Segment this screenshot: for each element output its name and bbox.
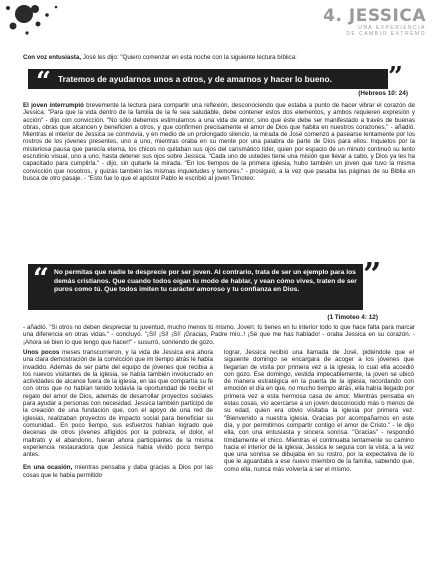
chapter-subtitle-line1: UNA EXPERIENCIA [358, 25, 426, 31]
quote2-reference: (1 Timoteo 4: 12) [327, 314, 378, 321]
left-column-text-2: mientras pensaba y daba gracias a Dios por las cosas que le había permitido [23, 464, 213, 479]
ink-splatter-decoration [0, 0, 70, 52]
open-quote-icon: “ [33, 262, 50, 295]
left-column-lead-2: En una ocasión, [23, 464, 73, 472]
chapter-title: 4. JESSICA [323, 6, 426, 26]
paragraph1-lead: El joven interrumpió [23, 102, 84, 109]
paragraph2-text: - añadió. "Si otros no deben despreciar tu juventud, mucho menos tú mismo. Joven: tú tienes en tu interior todo lo que hace falta para marcar una diferencia en otras vidas." - concluyó. "¡Sí! ¡Sí! ¡Sí! ¡Gracias, Padre mío..! ¡Sé que me has hablado! - oraba Jessica en su corazón. - ¡Ahora sé bien lo que tengo que hacer!" - susurró, sonriendo de gozo. [23, 324, 415, 346]
right-column-text: lograr, Jessica recibió una llamada de José, pidiéndole que el siguiente domingo se encargara de acoger a los jóvenes que llegarían de visita por primera vez a la iglesia, lo cual ella accedió con gozo. Ese domingo, vestida impecablemente, la joven se ubicó de manera estratégica en la puerta de la iglesia, recordando con emoción el día en que, no mucho tiempo atrás, ella había llegado por primera vez a esta hermosa casa de amor. Mientras pensaba en estas cosas, vio acercarse a un joven desconocido más o menos de su edad, quien era obvio visitaba la iglesia por primera vez. "Bienvenido a nuestra iglesia. Gracias por acompañarnos en este día, y por permitirnos compartir contigo el amor de Cristo." - le dijo ella, con una entusiasta y sincera sonrisa. "Gracias" - respondió tímidamente el chico. Mientras el continuaba lentamente su camino hacia el interior de la iglesia, Jessica le seguía con la vista, a la vez que una sonrisa se dibujaba en su rostro, por la expectativa de lo que le aguardaba a ese nuevo miembro de la familia, sabiendo que, como ella, nunca más volvería a ser el mismo. [224, 349, 414, 473]
quote1-text: Tratemos de ayudarnos unos a otros, y de amarnos y hacer lo bueno. [58, 74, 332, 84]
close-quote-icon: ” [388, 62, 403, 92]
left-column-lead: Unos pocos [23, 349, 60, 356]
chapter-header [323, 8, 426, 37]
close-quote-icon: ” [363, 255, 382, 293]
quote-box-2 [28, 264, 363, 310]
paragraph-2 [23, 324, 415, 346]
quote2-text: No permitas que nadie te desprecie por ser joven. Al contrario, trata de ser un ejemplo para los demás cristianos. Que cuando todos oigan tu modo de hablar, y vean cómo vives, traten de ser puros como tú. Que todos imiten tu carácter amoroso y tu confianza en Dios. [54, 269, 357, 294]
left-column-text: meses transcurrieron, y la vida de Jessica era ahora una clara demostración de la convicción que im tiempo atrás le había invadido. Además de ser parte del equipo de jóvenes que recibía a los nuevos visitantes de la iglesia, se había también involucrado en actividades de alcance fuera de la iglesia, en las que compartía su fe con otros que no habían tenido todavía la oportunidad de recibir el regalo del amor de Dios, además de desarrollar proyectos sociales para ayudar a personas con necesidad. Jessica también participó de la creación de una fundación que, con el apoyo de una red de iglesias, realizaban proyectos de impacto social para beneficiar su comunidad.. En poco tiempo, sus esfuerzos habían logrado que decenas de otros jóvenes afligidos por la pobreza, el dolor, el maltrato y el abandono, fueran ahora participantes de la misma experiencia restauradora que Jessica había vivido poco tiempo antes. [23, 349, 213, 459]
open-quote-icon: “ [36, 67, 51, 97]
intro-lead: Con voz entusiasta, [23, 54, 82, 61]
right-column [224, 349, 414, 473]
paragraph1-text: brevemente la lectura para compartir una reflexión, desconociendo que estaba a punto de hacer vibrar el corazón de Jessica. "Para que la vida dentro de la familia de la fe sea saludable, debe contener estos dos elementos, y ambos requieren expresión y acción" - dijo con convicción. "No sólo debemos estimularnos a una vida de amor, sino que éste debe ser manifestado a través de buenas obras, obras que alcancen y beneficien a otros, y que confirmen precisamente el amor de Dios que habita en nuestros corazones." - añadió. Mientras el interior de Jessica se conmovía, y en medio de un prolongado silencio, la mirada de José comenzó a pasearse lentamente por los rostros de los jóvenes presentes, uno a uno, mientras oraba en su mente por una palabra de parte de Dios para ellos. Inquietos por la misteriosa pausa que parecía eterna, los chicos no quitaban sus ojos del carismático líder, quien por espacio de un minuto continuó su lento escrutinio visual, uno a uno, hasta detener sus ojos sobre Jessica. "Cada uno de ustedes tiene una misión que llevar a cabo, y Dios ya les ha capacitado para cumplirla." - dijo, sin quitarle la mirada. "En los tiempos de la primera iglesia, hubo también un joven que tuvo la misma convicción que nosotros, y quizás también las mismas inquietudes y temores." - prosiguió, a la vez que pasaba las páginas de su Biblia en busca de otro pasaje. - "Esto fue lo que el apóstol Pablo le escribió al joven Timoteo: [23, 102, 415, 182]
quote1-reference: (Hebreos 10: 24) [358, 90, 408, 97]
intro-paragraph [23, 54, 415, 61]
intro-text: José les dijo: "Quiero comenzar en esta noche con la siguiente lectura bíblica: [81, 54, 297, 61]
paragraph-1 [23, 102, 415, 182]
left-column [23, 349, 213, 479]
chapter-subtitle-line2: DE CAMBIO EXTREMO [346, 31, 426, 37]
